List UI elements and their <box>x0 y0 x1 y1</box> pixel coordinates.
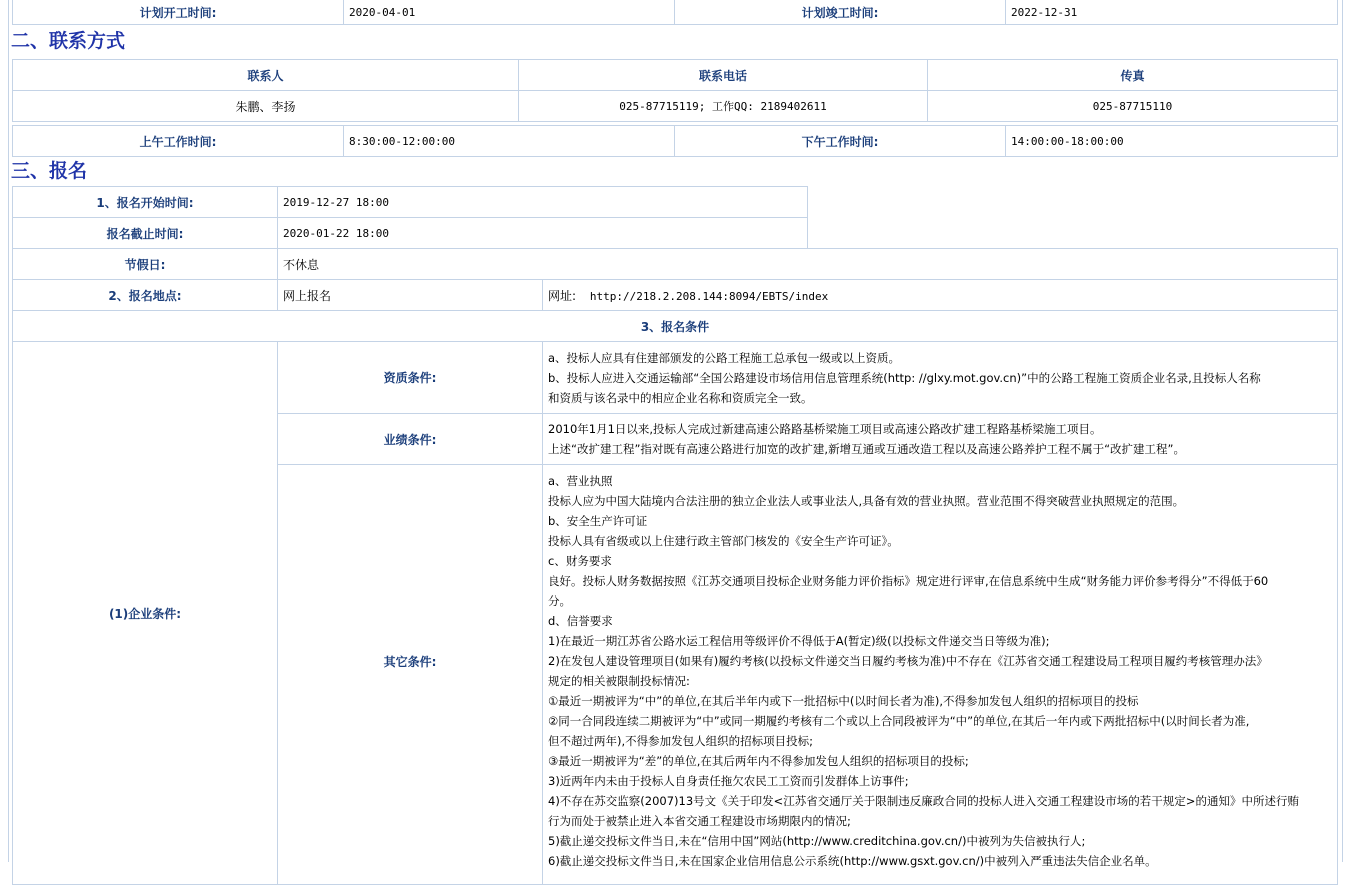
performance-content <box>543 414 1338 465</box>
qualification-line: 和资质与该名录中的相应企业名称和资质完全一致。 <box>548 390 813 405</box>
performance-line: 2010年1月1日以来,投标人完成过新建高速公路路基桥梁施工项目或高速公路改扩建工程路基桥梁施工项目。 <box>548 422 1102 436</box>
qualification-line: b、投标人应进入交通运输部“全国公路建设市场信用信息管理系统(http: //glxy.mot.gov.cn)”中的公路工程施工资质企业名录,且投标人名称 <box>548 370 1261 385</box>
other-condition-line: 良好。投标人财务数据按照《江苏交通项目投标企业财务能力评价指标》规定进行评审,在信息系统中生成“财务能力评价参考得分”不得低于60 <box>548 574 1269 588</box>
registration-start-value: 2019-12-27 18:00 <box>278 187 808 218</box>
registration-time-table <box>12 186 808 249</box>
contact-fax-value: 025-87715110 <box>928 91 1338 122</box>
other-condition-line: 6)截止递交投标文件当日,未在国家企业信用信息公示系统(http://www.gsxt.gov.cn/)中被列入严重违法失信企业名单。 <box>548 854 1157 868</box>
enterprise-conditions-label: (1)企业条件: <box>13 342 278 885</box>
contact-person-header: 联系人 <box>13 60 519 91</box>
registration-place-label: 2、报名地点: <box>13 280 278 311</box>
schedule-table <box>12 0 1338 25</box>
performance-line: 上述“改扩建工程”指对既有高速公路进行加宽的改扩建,新增互通或互通改造工程以及高速公路养护工程不属于“改扩建工程”。 <box>548 442 1185 456</box>
other-condition-line: 但不超过两年),不得参加发包人组织的招标项目投标; <box>548 734 814 748</box>
registration-conditions-title: 3、报名条件 <box>13 311 1338 342</box>
other-condition-line: b、安全生产许可证 <box>548 514 648 528</box>
other-condition-line: 5)截止递交投标文件当日,未在“信用中国”网站(http://www.creditchina.gov.cn/)中被列为失信被执行人; <box>548 834 1086 848</box>
other-condition-line: ②同一合同段连续二期被评为“中”或同一期履约考核有二个或以上合同段被评为“中”的单位,在其后一年内或下两批招标中(以时间长者为准, <box>548 714 1250 728</box>
other-condition-line: d、信誉要求 <box>548 614 613 628</box>
contact-table <box>12 59 1338 122</box>
other-condition-line: 4)不存在苏交监察(2007)13号文《关于印发<江苏省交通厅关于限制违反廉政合同的投标人进入交通工程建设市场的若干规定>的通知》中所述行贿 <box>548 794 1299 808</box>
qualification-line: a、投标人应具有住建部颁发的公路工程施工总承包一级或以上资质。 <box>548 350 901 365</box>
other-conditions-label: 其它条件: <box>278 465 543 885</box>
planned-start-label: 计划开工时间: <box>13 0 344 25</box>
other-condition-line: 投标人应为中国大陆境内合法注册的独立企业法人或事业法人,具备有效的营业执照。营业范围不得突破营业执照规定的范围。 <box>548 494 1185 508</box>
work-hours-table <box>12 125 1338 157</box>
registration-deadline-label: 报名截止时间: <box>13 218 278 249</box>
other-condition-line: 行为而处于被禁止进入本省交通工程建设市场期限内的情况; <box>548 814 851 828</box>
other-condition-line: c、财务要求 <box>548 554 612 568</box>
qualification-content <box>543 342 1338 414</box>
registration-url-cell <box>543 280 1338 311</box>
registration-place-value: 网上报名 <box>278 280 543 311</box>
registration-heading: 三、报名 <box>11 160 88 182</box>
registration-table <box>12 248 1338 885</box>
performance-label: 业绩条件: <box>278 414 543 465</box>
contact-person-value: 朱鹏、李扬 <box>13 91 519 122</box>
other-condition-line: ③最近一期被评为“差”的单位,在其后两年内不得参加发包人组织的招标项目的投标; <box>548 754 969 768</box>
pm-hours-label: 下午工作时间: <box>675 126 1006 157</box>
other-conditions-content <box>543 465 1338 885</box>
registration-url-label: 网址: <box>548 288 577 303</box>
holiday-value: 不休息 <box>278 249 1338 280</box>
contact-heading: 二、联系方式 <box>11 30 126 52</box>
other-condition-line: ①最近一期被评为“中”的单位,在其后半年内或下一批招标中(以时间长者为准),不得参加发包人组织的招标项目的投标 <box>548 694 1139 708</box>
other-conditions-lines <box>548 471 1332 871</box>
other-condition-line: 规定的相关被限制投标情况: <box>548 674 690 688</box>
contact-phone-value: 025-87715119; 工作QQ: 2189402611 <box>519 91 928 122</box>
other-condition-line: 1)在最近一期江苏省公路水运工程信用等级评价不得低于A(暂定)级(以投标文件递交当日等级为准); <box>548 634 1050 648</box>
performance-lines <box>548 419 1332 459</box>
registration-start-label: 1、报名开始时间: <box>13 187 278 218</box>
am-hours-label: 上午工作时间: <box>13 126 344 157</box>
registration-url-link[interactable]: http://218.2.208.144:8094/EBTS/index <box>589 289 829 303</box>
contact-fax-header: 传真 <box>928 60 1338 91</box>
other-condition-line: 2)在发包人建设管理项目(如果有)履约考核(以投标文件递交当日履约考核为准)中不存在《江苏省交通工程建设局工程项目履约考核管理办法》 <box>548 654 1268 668</box>
planned-end-label: 计划竣工时间: <box>675 0 1006 25</box>
other-condition-line: 投标人具有省级或以上住建行政主管部门核发的《安全生产许可证》。 <box>548 534 899 548</box>
other-condition-line: a、营业执照 <box>548 474 613 488</box>
pm-hours-value: 14:00:00-18:00:00 <box>1006 126 1338 157</box>
am-hours-value: 8:30:00-12:00:00 <box>344 126 675 157</box>
other-condition-line: 分。 <box>548 594 571 608</box>
holiday-label: 节假日: <box>13 249 278 280</box>
qualification-label: 资质条件: <box>278 342 543 414</box>
other-condition-line: 3)近两年内未由于投标人自身责任拖欠农民工工资而引发群体上访事件; <box>548 774 909 788</box>
planned-start-value: 2020-04-01 <box>344 0 675 25</box>
registration-deadline-value: 2020-01-22 18:00 <box>278 218 808 249</box>
planned-end-value: 2022-12-31 <box>1006 0 1338 25</box>
qualification-lines <box>548 348 1332 408</box>
contact-phone-header: 联系电话 <box>519 60 928 91</box>
